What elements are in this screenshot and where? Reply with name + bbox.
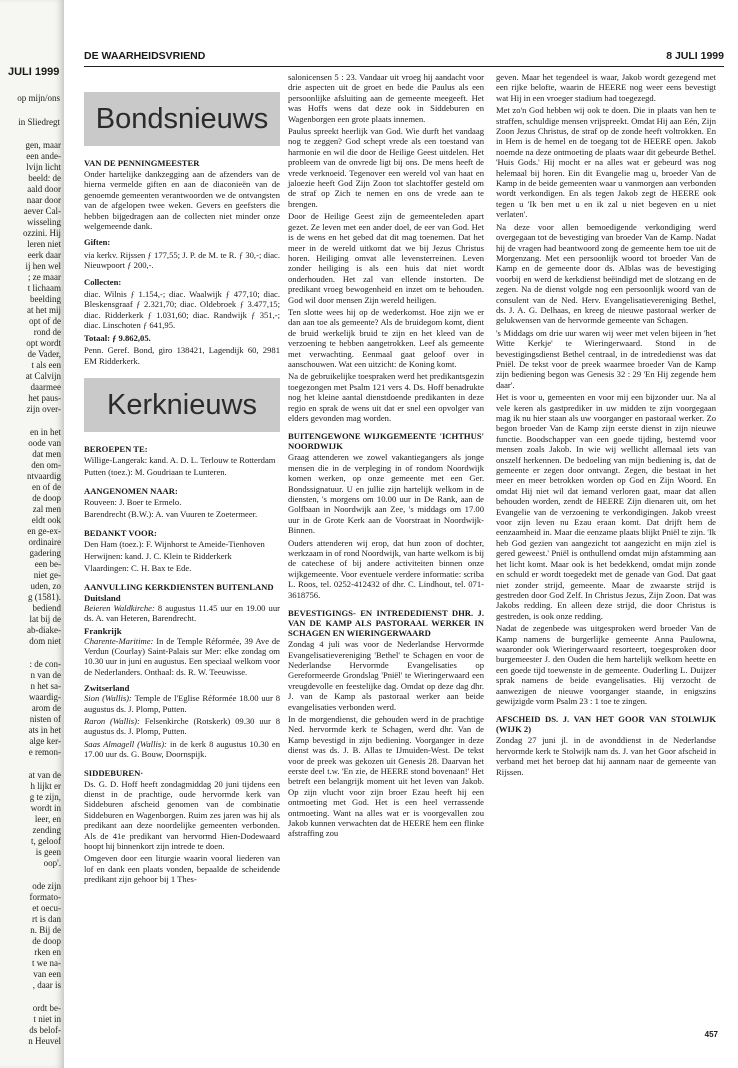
facing-page-fragment: uden, zo [30,581,61,591]
section-heading: SIDDEBUREN· [84,767,144,778]
facing-page-fragment: aever Cal- [23,206,61,216]
subheading: Duitsland [84,592,121,603]
section-banner [84,378,280,432]
facing-page-fragment: rken en [34,947,61,957]
facing-page-fragment: ij hen wel [25,261,61,271]
facing-page-fragment: rond de [33,327,61,337]
section-heading: AFSCHEID DS. J. VAN HET GOOR VAN STOLWIJK (WIJK 2) [496,714,716,735]
facing-page-fragment: de doop [32,493,61,503]
publication-name: DE WAARHEIDSVRIEND [84,50,206,62]
facing-page-date: JULI 1999 [8,66,60,78]
section-banner [84,92,280,146]
facing-page-fragment: g te zijn, [29,792,61,802]
paragraph: Penn. Geref. Bond, giro 138421, Lagendijk 60, 2981 EM Ridderkerk. [84,345,280,366]
facing-page-fragment: h lijkt er [30,781,61,791]
subheading: Frankrijk [84,625,122,636]
facing-page-fragment: ozzini. Hij [23,228,61,238]
facing-page-fragment: e remon- [28,747,61,757]
subheading: Zwitserland [84,683,130,694]
facing-page-fragment: zal men [32,504,61,514]
paragraph: In de morgendienst, die gehouden werd in de prachtige Ned. hervormde kerk te Schagen, werd dhr. Van de Kamp bevestigd in zijn bediening. Voorganger in deze dienst was ds. J. B. Allas te IJmuiden-West. De tekst voor de preek was gekozen uit Genesis 28. Daarvan het eerste deel t.w. 'En zie, de HEERE stond bovenaan!' Het betreft een belangrijk moment uit het leven van Jakob. Op zijn vlucht voor zijn broer Ezau heeft hij een ontmoeting met God. Het is een heel verrassende ontmoeting. Want na alles wat er is voorgevallen zou Jakob kunnen verwachten dat de HEERE hem een flinke afstraffing zou [288,713,484,839]
facing-page-fragment: et oecu- [32,903,61,913]
facing-page-fragment: nisten of [29,714,61,724]
section-heading: VAN DE PENNINGMEESTER [84,158,200,168]
place: Beieren Waldkirche: [84,602,155,613]
section-banner-title: Kerknieuws [107,388,257,421]
facing-page-fragment: de Vader, [27,349,61,359]
paragraph: In de Temple Réformée, 39 Ave de Verdun (Courlay) Saint-Palais sur Mer: elke zondag om 10.30 uur in juni en augustus. Een speciaal welkom voor de Nederlanders. Onthaal: ds. R. W. Teeuwisse. [84,635,280,677]
facing-page-fragment: t we na- [32,958,61,968]
facing-page-fragment: niet ge- [33,570,61,580]
paragraph: Na deze voor allen bemoedigende verkondiging werd overgegaan tot de bevestiging van broeder Van de Kamp. Nadat hij de vragen had beantwoord zong de gemeente hem toe uit de Morgenzang. Met een persoonlijk woord tot broeder Van de Kamp en de gemeente door ds. Alblas was de bevestiging voorbij en werd de kerkdienst beëindigd met de slotzang en de zegen. Na de dienst volgde nog een persoonlijk woord van de consulent van de Ned. Herv. Evangelisatievereniging Bethel, ds. J. A. G. Delhaas, en kreeg de nieuwe pastoraal werker de gelukwensen van de hervormde gemeente van Schagen. [496,221,716,326]
facing-page-fragment: van een [33,969,61,979]
paragraph: Ds. G. D. Hoff heeft zondagmiddag 20 juni tijdens een dienst in de prachtige, oude hervormde kerk van Siddeburen afscheid genomen van de combinatie Siddeburen en Wagenborgen. Ruim zes jaren was hij als predikant aan deze noordelijke gemeenten verbonden. Als de 41e predikant van hervormd Hien-Dodewaard hoopt hij binnenkort zijn intrede te doen. [84,778,280,852]
paragraph: Herwijnen: kand. J. C. Klein te Ridderkerk [84,550,232,561]
facing-page-fragment: en of de [32,482,61,492]
total: Totaal: ƒ 9.862,05. [84,332,151,343]
page-number: 457 [704,1030,718,1039]
facing-page-fragment: ds belof- [29,1025,61,1035]
facing-page-fragment: arom de [31,703,61,713]
facing-page-fragment: een be- [34,559,61,569]
facing-page-fragment: de doop [32,936,61,946]
section-heading: BEVESTIGINGS- EN INTREDEDIENST DHR. J. VAN DE KAMP ALS PASTORAAL WERKER IN SCHAGEN EN WIERINGERWAARD [288,608,484,639]
facing-page-fragment: t als een [31,360,61,370]
facing-page-fragment: wisseling [26,217,61,227]
facing-page-fragment: eldt ook [31,515,61,525]
section-heading: AANVULLING KERKDIENSTEN BUITENLAND [84,581,274,592]
place: Sion (Wallis): [84,693,132,704]
facing-page-fragment: waardig- [29,692,61,702]
place: Raron (Wallis): [84,716,140,726]
facing-page-fragment: dat men [32,449,61,459]
place: Saas Almagell (Wallis): [84,738,167,749]
paragraph: Rouveen: J. Boer te Ermelo. [84,496,182,507]
paragraph: 's Middags om drie uur waren wij weer met velen bijeen in 'het Witte Kerkje' te Wieringerwaard. Stond in de bevestigingsdienst Bethel centraal, in de intrededienst was dat Pniël. De tekst voor de preek waarmee broeder Van de Kamp zijn bediening begon was Genesis 32 : 29 'En Hij zegende hem daar'. [496,327,716,390]
facing-page-fragment: at van de [28,770,61,780]
facing-page-fragment: beeld: de [28,173,61,183]
facing-page-fragment: at Calvijn [25,371,61,381]
facing-page-fragment: opt wordt [26,338,61,348]
section-heading: BEDANKT VOOR: [84,527,157,538]
facing-page-fragment: ab-diake- [27,625,61,635]
paragraph: Ten slotte wees hij op de wederkomst. Hoe zijn we er dan aan toe als gemeente? Als de bruidegom komt, dient de bruid werkelijk bruid te zijn en het kleed van de verzoening te hebben aangetrokken. Leef als gemeente met verwachting. Eenmaal gaat geloof over in aanschouwen. Wat een uitzicht: de Koning komt. [288,306,484,369]
facing-page-fragment: eerk daar [27,250,61,260]
paragraph: diac. Wilnis ƒ 1.154,-; diac. Waalwijk ƒ 477,10; diac. Bleskensgraaf ƒ 2.321,70; diac. Oldebroek ƒ 3.477,15; diac. Ridderkerk ƒ 1.031,60; diac. Randwijk ƒ 351,-; diac. Linschoten ƒ 641,95. [84,289,280,331]
issue-date: 8 JULI 1999 [666,50,724,62]
facing-page-fragment: gen, maar [25,140,61,150]
paragraph: Het is voor u, gemeenten en voor mij een bijzonder uur. Na al vele keren als gastprediker in uw midden te zijn voorgegaan mag ik nu hier staan als uw voorganger en pastoraal werker. Zo begon broeder Van de Kamp zijn eerste dienst in zijn nieuwe functie. Boodschapper van een goede tijding, bestemd voor mensen zoals Jakob. In wie wij wellicht allemaal iets van onszelf herkennen. De bedoeling van mijn bediening is, dat de gemeente er zegen door ontvangt. Zegen, die bestaat in het meer en meer betrokken worden op God en Zijn Woord. En omdat Hij niet wil dat iemand verloren gaat, maar dat allen behouden worden, zendt de HEERE Zijn dienaren uit, om het Evangelie van de verzoening te verkondigingen. Jakob vreest voor zijn leven nu Ezau eraan komt. Dat drijft hem de eenzaamheid in. Maar die eenzame plaats blijkt Pniël te zijn. 'Ik heb God gezien van aangezicht tot aangezicht en mijn ziel is gered geweest.' Pniël is onthullend omdat mijn afstamming aan het licht komt. Maar ook is het bedekkend, omdat mijn zonde en schuld er wordt toegedekt met de genade van God. Dat gaat niet zonder strijd, gemeente. Maar de zwaarste strijd is gestreden door God Zelf. In Christus Jezus, Zijn Zoon. Dat was Jakobs redding. En alleen deze strijd, die door Christus is gestreden, is ook onze redding. [496,392,716,621]
section-heading: BEROEPEN TE: [84,443,148,454]
paragraph: 8 augustus 11.45 uur en 19.00 uur ds. A. van Heteren, Barendrecht. [84,602,280,624]
facing-page-fragment: een ande- [26,151,61,161]
facing-page-fragment: t lichaam [27,283,61,293]
paragraph: Nadat de zegenbede was uitgesproken werd broeder Van de Kamp namens de burgerlijke gemeente Anna Paulowna, waaronder ook Wieringerwaard resorteert, toegesproken door burgemeester J. den Ouden die hem hartelijk welkom heette en een goede tijd toewenste in de gemeente. Ouderling L. Duijzer sprak namens de beide evangelisaties. Hij verzocht de aanwezigen de nieuwe voorganger staande, in enigszins gewijzigde vorm Psalm 23 : 1 toe te zingen. [496,623,716,706]
facing-page-fragment: lvijn licht [26,162,61,172]
facing-page-fragment: is geen [35,847,61,857]
facing-page-fragment: zijn over- [26,404,61,414]
facing-page-fragment: t niet in [33,1014,61,1024]
facing-page-fragment: en ge-ex- [27,526,61,536]
paragraph: Na de gebruikelijke toespraken werd het predikantsgezin toegezongen met Psalm 121 vers 4. Ds. Hoff benadrukte nog het kleine aantal dienstdoende predikanten in deze regio en sprak de wens uit dat er snel een opvolger van elders gevonden mag worden. [288,371,484,423]
paragraph: Onder hartelijke dankzegging aan de afzenders van de hierna vermelde giften en aan de diaconieën van de genoemde gemeenten verantwoorden we de ontvangsten van de afgelopen twee weken. Gevers en geefsters die hebben bijgedragen aan de collecten niet minder onze welgemeende dank. [84,169,280,232]
paragraph: salonicensen 5 : 23. Vandaar uit vroeg hij aandacht voor drie aspecten uit de groet en bede die Paulus als een persoonlijke afsluiting aan de gemeente meegeeft. Het was Hoffs wens dat deze ook in Siddeburen en Wagenborgen een grote plaats innemen. [288,72,484,124]
paragraph: Felsenkirche (Rotskerk) 09.30 uur 8 augustus ds. J. Plomp, Putten. [84,716,280,737]
facing-page-line: in Sliedregt [18,117,60,127]
facing-page-fragment: den om- [31,460,61,470]
facing-page-fragment: dom niet [29,636,61,646]
column-3 [496,72,716,779]
facing-page-fragment: zending [32,825,61,835]
label: Giften: [84,237,111,248]
paragraph: Zondag 27 juni jl. in de avonddienst in de Nederlandse hervormde kerk te Stolwijk nam ds. J. van het Goor afscheid in verband met het beroep dat hij aannam naar de gemeente van Rijssen. [496,735,716,777]
paragraph: Ouders attenderen wij erop, dat hun zoon of dochter, werkzaam in of rond Noordwijk, van harte welkom is bij de catechese of bij andere activiteiten binnen onze wijkgemeente. Voor eventuele verdere informatie: scriba L. Roos, tel. 0252-412432 of dhr. C. Lindhout, tel. 071-3618756. [288,537,484,600]
facing-page-fragment: aald door [27,184,61,194]
facing-page-fragment: gadering [29,548,61,558]
paragraph: Putten (toez.): M. Goudriaan te Lunteren. [84,467,227,478]
paragraph: Met zo'n God hebben wij ook te doen. Die in plaats van hen te straffen, schuldige mensen vrijspreekt. Omdat Hij aan Eén, Zijn Zoon Jezus Christus, de straf op de zonde heeft voltrokken. En in Hem is de hemel en de toegang tot de HEERE open. Jakob noemde na deze ontmoeting de plaats waar dit gebeurde Bethel. 'Huis Gods.' Hij mocht er na alles wat er gebeurd was nog helemaal bij horen. Ein dit Evangelie mag u, broeder Van de Kamp in de beide gemeenten waar u vanmorgen aan verbonden wordt verkondigen. En als tegen Jakob zegt de HEERE ook tegen u 'Ik ben met u en ik zal u niet begeven en u niet verlaten'. [496,105,716,220]
facing-page-fragment: lat bij de [29,614,61,624]
facing-page-fragment: n Heuvel [28,1036,61,1046]
facing-page-fragment: alge ker- [29,736,61,746]
header-rule [84,66,724,67]
facing-page-fragment: ordt be- [32,1003,61,1013]
facing-page-fragment: oode van [28,438,61,448]
column-1 [84,92,280,887]
facing-page-fragment: opt of de [29,316,61,326]
section-heading: BUITENGEWONE WIJKGEMEENTE 'ICHTHUS' NOORDWIJK [288,431,484,452]
facing-page-fragment: ; ze maar [28,272,61,282]
paragraph: Temple de l'Eglise Réformée 18.00 uur 8 augustus ds. J. Plomp, Putten. [84,693,281,714]
facing-page-fragment: daarmee [30,382,61,392]
facing-page-fragment: n. Bij de [30,925,61,935]
column-2 [288,72,484,841]
facing-page-edge [0,0,64,1068]
facing-page-fragment: ode zijn [32,881,61,891]
paragraph: Door de Heilige Geest zijn de gemeenteleden apart gezet. Ze leven met een ander doel, de eer van God. Het is de wens en het gebed dat dit mag toenemen. Dat het meer in de wereld uitkomt dat we bij Jezus Christus horen. Heiliging omvat alle levensterreinen. Leven zonder heiliging is als een huis dat niet wordt onderhouden. Het zal van ellende instorten. De predikant vroeg bewogenheid en inzet om te behouden. God wil door mensen Zijn wereld heiligen. [288,211,484,305]
facing-page-fragment: oop'. [43,858,61,868]
paragraph: via kerkv. Rijssen ƒ 177,55; J. P. de M. te R. ƒ 30,-; diac. Nieuwpoort ƒ 200,-. [84,249,280,271]
section-heading: AANGENOMEN NAAR: [84,485,178,496]
paragraph: Graag attenderen we zowel vakantiegangers als jonge mensen die in de verpleging in of rondom Noordwijk komen werken, op onze gemeente met een Ger. Bondssignatuur. U en jullie zijn hartelijk welkom in de diensten, 's morgens om 10.00 uur in De Rank, aan de Golfbaan in Noordwijk aan Zee, 's middags om 17.00 uur in de Grote Kerk aan de Voorstraat in Noordwijk-Binnen. [288,452,484,536]
facing-page-line: op mijn/ons [17,93,60,103]
facing-page-fragment: n van de [30,670,61,680]
facing-page-fragment: : de con- [29,659,61,669]
facing-page-fragment: formato- [29,892,61,902]
paragraph: Omgeven door een liturgie waarin vooral liederen van lof en dank een plaats vonden, bepaalde de scheidende predikant zijn gehoor bij 1 Thes- [84,853,280,885]
facing-page-fragment: at het mij [27,305,61,315]
label: Collecten: [84,276,122,287]
facing-page-fragment: naar door [26,195,61,205]
paragraph: in de kerk 8 augustus 10.30 en 17.00 uur ds. G. Bouw, Doornspijk. [84,738,280,760]
paragraph: Vlaardingen: C. H. Bax te Ede. [84,563,192,574]
paragraph: Paulus spreekt heerlijk van God. Wie durft het vandaag nog te zeggen? God schept vrede als een toestand van harmonie en wil die door de Heilige Geest uitdelen. Het probleem van de onvrede ligt bij ons. De mens heeft de vrede verknoeid. Tegenover een wereld vol van haat en jaloezie heeft God Zijn Zoon tot slachtoffer gesteld om de straf op Zich te nemen en ons de vrede aan te brengen. [288,126,484,209]
facing-page-fragment: , daar is [32,980,61,990]
facing-page-fragment: ordinaire [28,537,61,547]
facing-page-fragment: ntvaardig [27,471,61,481]
paragraph: Den Ham (toez.): F. Wijnhorst te Ameide-Tienhoven [84,538,265,549]
facing-page-fragment: en in het [30,427,61,437]
paragraph: Willige-Langerak: kand. A. D. L. Terlouw te Rotterdam [84,454,276,465]
facing-page-fragment: ats in het [28,725,61,735]
facing-page-fragment: leer, en [34,814,61,824]
place: Charente-Maritime: [84,635,154,646]
facing-page-fragment: t, geloof [31,836,61,846]
facing-page-fragment: beelding [30,294,61,304]
section-banner-title: Bondsnieuws [95,102,269,135]
facing-page-fragment: leren niet [27,239,61,249]
facing-page-fragment: g (1581). [28,592,61,602]
facing-page-fragment: bediend [32,603,61,613]
paragraph: Zondag 4 juli was voor de Nederlandse Hervormde Evangelisatievereniging 'Bethel' te Schagen en voor de Nederlandse Hervormde Evangelisaties op Gereformeerde Grondslag 'Pniël' te Wieringerwaard een vreugdevolle en feestelijke dag. Omdat op deze dag dhr. J. van de Kamp als pastoraal werker aan beide evangelisaties verbonden werd. [288,639,484,712]
paragraph: geven. Maar het tegendeel is waar, Jakob wordt gezegend met een rijke belofte, waarin de HEERE nog weer eens bevestigt wat Hij in een vroeger stadium had toegezegd. [496,72,716,103]
facing-page-fragment: het paus- [28,393,61,403]
facing-page-fragment: wordt in [30,803,61,813]
facing-page-fragment: n het sa- [30,681,61,691]
page-header [84,50,724,66]
facing-page-fragment: rt is dan [32,914,61,924]
paragraph: Barendrecht (B.W.): A. van Vuuren te Zoetermeer. [84,509,258,520]
